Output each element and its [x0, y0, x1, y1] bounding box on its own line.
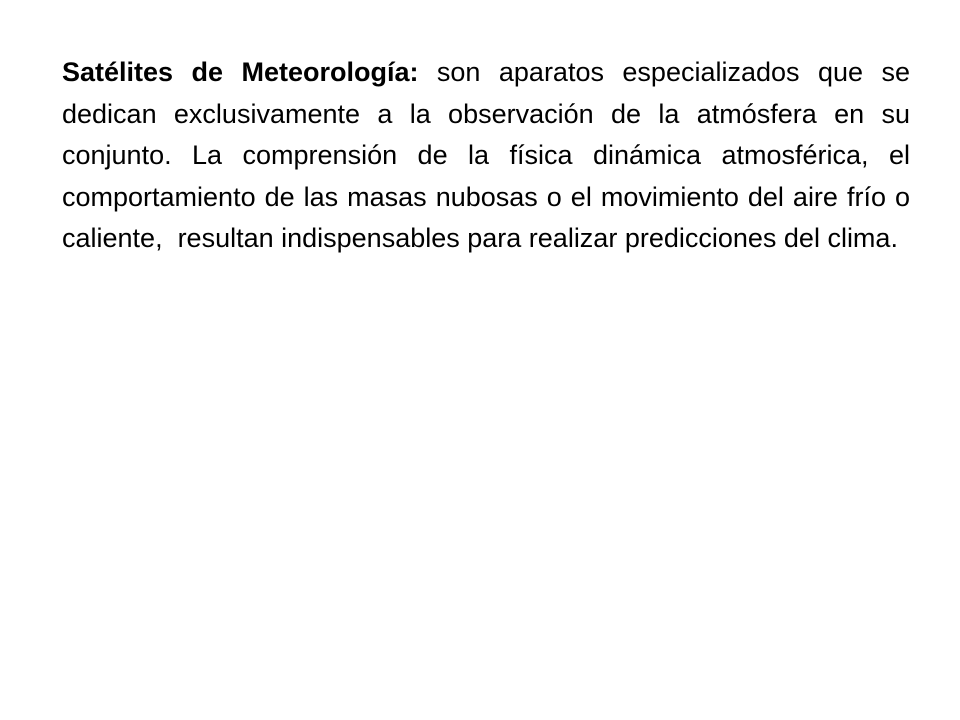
definition-text: son aparatos especializados que se dedican exclusivamente a la observación de la atmósfera en su conjunto. La comprensión de la física dinámica atmosférica, el comportamiento de las masas nubosas o el movimiento del aire frío o caliente, resultan indispensables para realizar predicciones del clima.: [62, 57, 918, 253]
definition-paragraph: [62, 52, 918, 260]
term-heading: Satélites de Meteorología:: [62, 57, 419, 87]
